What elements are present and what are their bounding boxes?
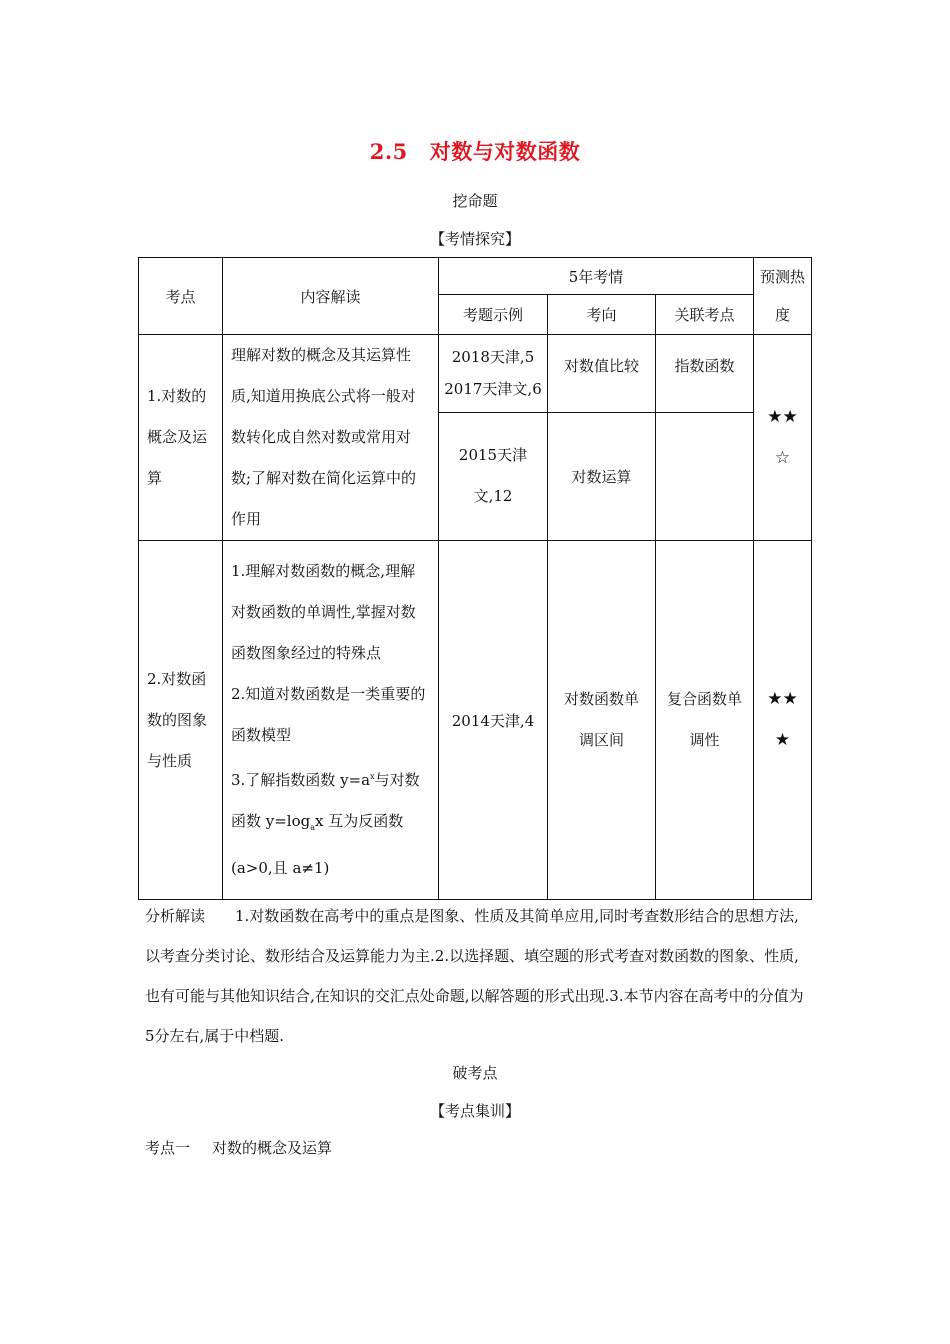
row1-sub1-direction: 对数值比较	[548, 335, 656, 413]
header-example: 考题示例	[439, 295, 548, 335]
row2-stars-filled: ★★	[767, 689, 798, 709]
row2-direction: 对数函数单调区间	[548, 541, 656, 900]
row2-content-1: 1.理解对数函数的概念,理解对数函数的单调性,掌握对数函数图象经过的特殊点	[231, 562, 416, 662]
row1-sub2-direction: 对数运算	[548, 412, 656, 541]
row2-content-2: 2.知道对数函数是一类重要的函数模型	[231, 685, 426, 744]
title-text: 对数与对数函数	[429, 139, 581, 164]
row1-content: 理解对数的概念及其运算性质,知道用换底公式将一般对数转化成自然对数或常用对数;了解对数在简化运算中的作用	[223, 335, 439, 541]
row1-sub1-related: 指数函数	[656, 335, 754, 413]
row2-heat-stars	[754, 541, 812, 900]
header-yuce-line1: 预测热	[759, 268, 805, 286]
section-label-jixun: 【考点集训】	[429, 1102, 520, 1120]
row1-sub2-example: 2015天津文,12	[439, 412, 548, 541]
row1-topic: 1.对数的概念及运算	[139, 335, 223, 541]
row1-stars-filled: ★★	[767, 406, 798, 427]
row1-sub1-example: 2018天津,5 2017天津文,6	[439, 335, 548, 413]
section-label-kaoqing: 【考情探究】	[429, 230, 520, 248]
subtitle-pokaodian: 破考点	[452, 1064, 498, 1082]
row2-related: 复合函数单调性	[656, 541, 754, 900]
row2-stars-filled-2: ★	[774, 730, 791, 750]
section-label: 考点一	[145, 1139, 191, 1157]
row2-content	[223, 541, 439, 900]
row1-sub2-related	[656, 412, 754, 541]
header-five-year: 5年考情	[439, 258, 754, 295]
header-kaodian: 考点	[139, 258, 223, 335]
row2-example: 2014天津,4	[439, 541, 548, 900]
page-title	[0, 136, 950, 166]
row2-content-3: 3.了解指数函数 $y=a^x$与对数函数 $y=\log_ax$ 互为反函数	[231, 771, 420, 832]
row1-heat-stars	[754, 335, 812, 541]
row2-topic: 2.对数函数的图象与性质	[139, 541, 223, 900]
title-number: 2.5	[369, 139, 408, 164]
section-heading	[145, 1137, 332, 1158]
analysis-text: 1.对数函数在高考中的重点是图象、性质及其简单应用,同时考查数形结合的思想方法,以考查分类讨论、数形结合及运算能力为主.2.以选择题、填空题的形式考查对数函数的图象、性质,也有可能与其他知识结合,在知识的交汇点处命题,以解答题的形式出现.3.本节内容在高考中的分值为5分左右,属于中档题.	[145, 907, 804, 1045]
analysis-paragraph	[145, 896, 810, 1056]
subtitle-wamingti: 挖命题	[452, 192, 498, 210]
section-title: 对数的概念及运算	[212, 1139, 333, 1157]
analysis-lead: 分析解读	[145, 907, 206, 925]
header-direction: 考向	[548, 295, 656, 335]
header-related: 关联考点	[656, 295, 754, 335]
row2-content-4: (a>0,且 a≠1)	[231, 859, 330, 877]
header-yuce	[754, 258, 812, 335]
header-neirong: 内容解读	[223, 258, 439, 335]
exam-analysis-table	[138, 257, 812, 900]
row1-stars-empty: ☆	[774, 447, 791, 468]
header-yuce-line2: 度	[774, 306, 790, 324]
